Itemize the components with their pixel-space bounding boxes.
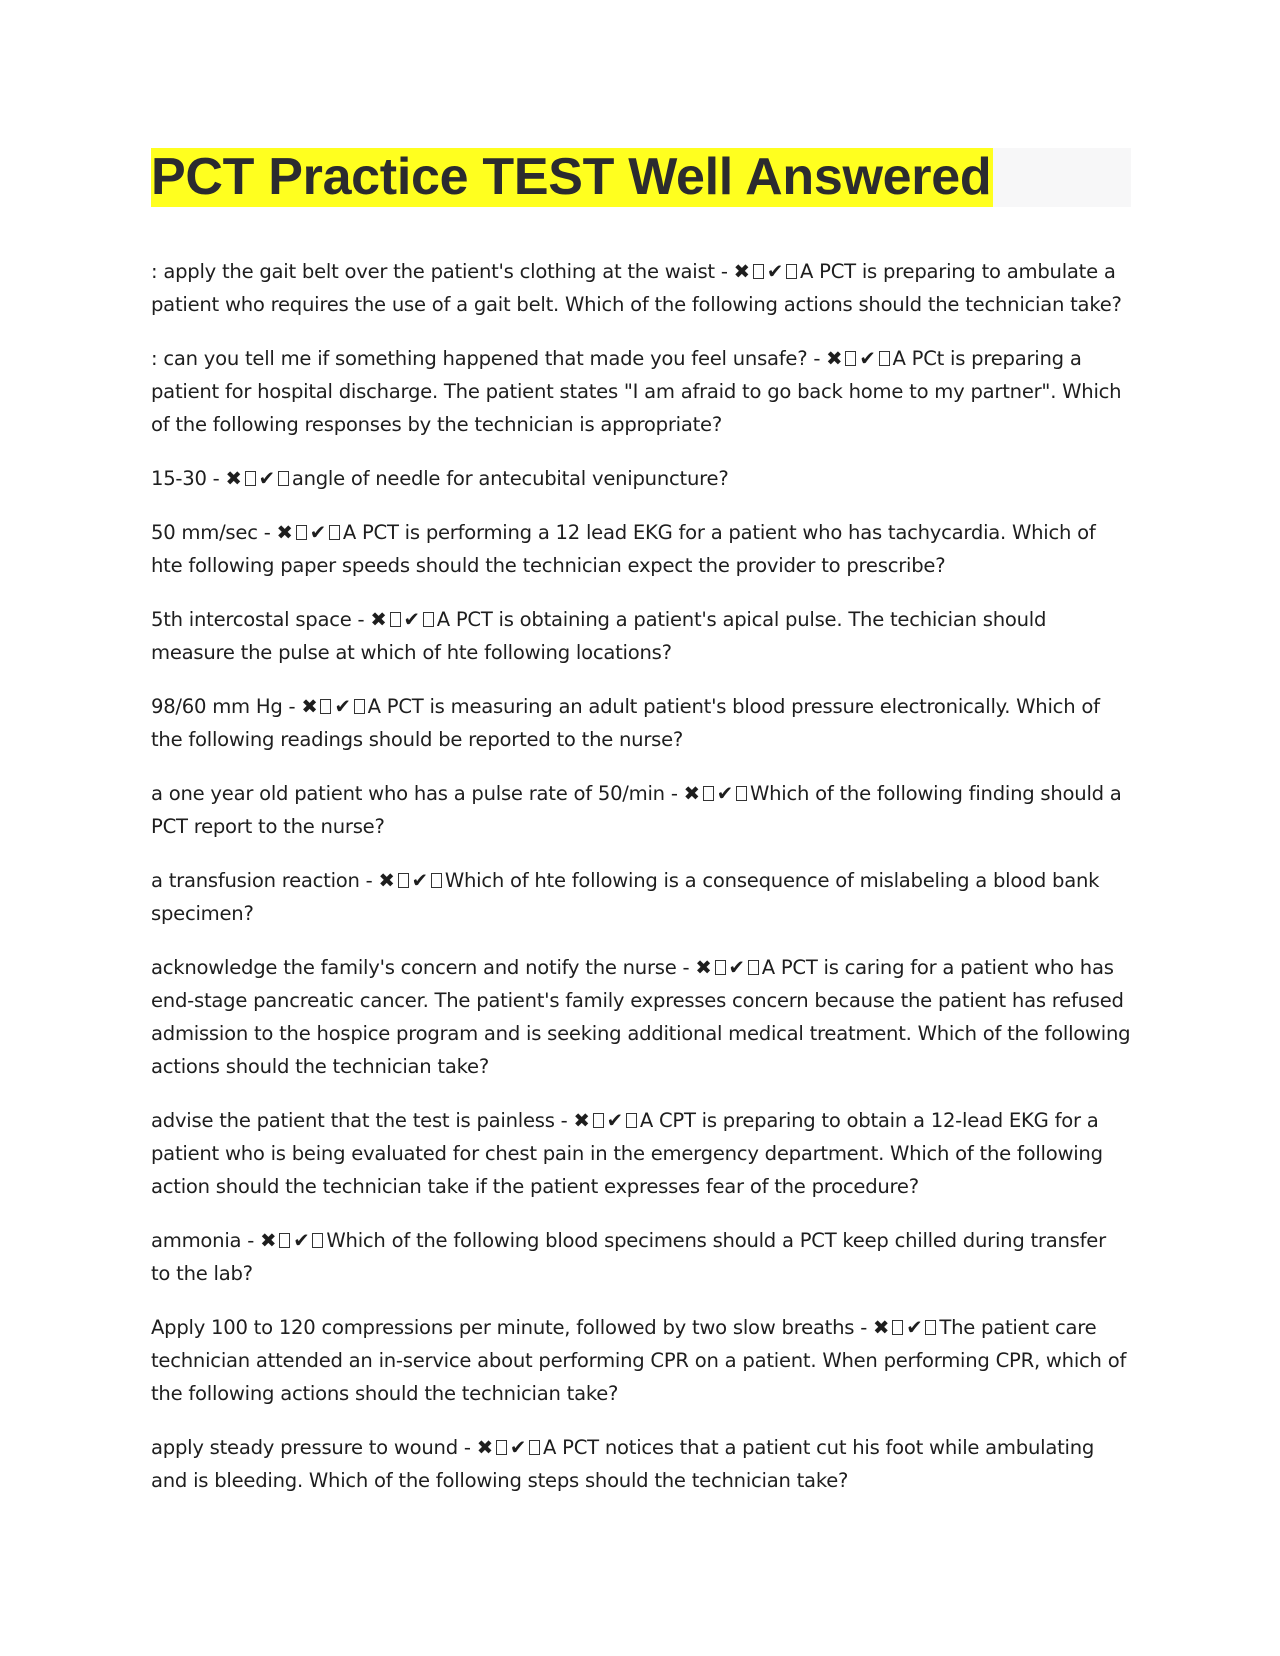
cross-mark-icon: ✖ xyxy=(225,467,242,490)
missing-glyph-box-icon xyxy=(279,1233,290,1248)
missing-glyph-box-icon xyxy=(398,873,409,888)
cross-mark-icon: ✖ xyxy=(370,608,387,631)
question-text: A CPT is preparing to obtain a 12-lead EKG for a patient who is being evaluated for chest pain in the emergency department. Which of the following action should the technician take if the patient expresses fear of the procedure? xyxy=(151,1109,1103,1198)
check-mark-icon: ✔ xyxy=(258,467,275,490)
missing-glyph-box-icon xyxy=(431,873,442,888)
missing-glyph-box-icon xyxy=(496,1440,507,1455)
check-mark-icon: ✔ xyxy=(403,608,420,631)
missing-glyph-box-icon xyxy=(786,264,797,279)
missing-glyph-box-icon xyxy=(626,1113,637,1128)
document-title: PCT Practice TEST Well Answered xyxy=(151,148,992,206)
answer-text: advise the patient that the test is painless - xyxy=(151,1109,568,1132)
missing-glyph-box-icon xyxy=(245,471,256,486)
check-mark-icon: ✔ xyxy=(766,260,783,283)
missing-glyph-box-icon xyxy=(296,525,307,540)
qa-item xyxy=(151,690,1131,756)
answer-text: acknowledge the family's concern and notify the nurse - xyxy=(151,956,690,979)
missing-glyph-box-icon xyxy=(925,1320,936,1335)
check-mark-icon: ✔ xyxy=(509,1436,527,1459)
cross-mark-icon: ✖ xyxy=(378,869,395,892)
cross-mark-icon: ✖ xyxy=(301,695,318,718)
answer-text: Apply 100 to 120 compressions per minute, followed by two slow breaths - xyxy=(151,1316,868,1339)
cross-mark-icon: ✖ xyxy=(826,347,843,370)
missing-glyph-box-icon xyxy=(748,960,759,975)
check-mark-icon: ✔ xyxy=(411,869,428,892)
missing-glyph-box-icon xyxy=(354,699,365,714)
missing-glyph-box-icon xyxy=(593,1113,604,1128)
answer-text: ammonia - xyxy=(151,1229,255,1252)
qa-item xyxy=(151,255,1131,321)
answer-text: 15-30 - xyxy=(151,467,220,490)
qa-item xyxy=(151,603,1131,669)
qa-list xyxy=(151,255,1131,1497)
qa-item xyxy=(151,1104,1131,1203)
qa-item xyxy=(151,951,1131,1083)
answer-text: : apply the gait belt over the patient's clothing at the waist - xyxy=(151,260,728,283)
document-page xyxy=(151,148,1131,1518)
check-mark-icon: ✔ xyxy=(859,347,876,370)
answer-text: : can you tell me if something happened that made you feel unsafe? - xyxy=(151,347,821,370)
check-mark-icon: ✔ xyxy=(728,956,745,979)
question-text: angle of needle for antecubital venipuncture? xyxy=(291,467,729,490)
qa-item xyxy=(151,864,1131,930)
missing-glyph-box-icon xyxy=(423,612,434,627)
qa-item xyxy=(151,342,1131,441)
question-text: Which of the following finding should a PCT report to the nurse? xyxy=(151,782,1122,838)
check-mark-icon: ✔ xyxy=(716,782,733,805)
question-text: A PCT notices that a patient cut his foot while ambulating and is bleeding. Which of the following steps should the technician take? xyxy=(151,1436,1095,1492)
cross-mark-icon: ✖ xyxy=(695,956,712,979)
missing-glyph-box-icon xyxy=(390,612,401,627)
answer-text: 50 mm/sec - xyxy=(151,521,271,544)
missing-glyph-box-icon xyxy=(329,525,340,540)
qa-item xyxy=(151,1224,1131,1290)
question-text: A PCT is obtaining a patient's apical pulse. The techician should measure the pulse at which of hte following locations? xyxy=(151,608,1047,664)
answer-text: a transfusion reaction - xyxy=(151,869,373,892)
missing-glyph-box-icon xyxy=(320,699,331,714)
missing-glyph-box-icon xyxy=(529,1440,540,1455)
missing-glyph-box-icon xyxy=(892,1320,903,1335)
answer-text: apply steady pressure to wound - xyxy=(151,1436,471,1459)
qa-item xyxy=(151,462,1131,495)
cross-mark-icon: ✖ xyxy=(873,1316,890,1339)
title-banner xyxy=(151,148,1131,207)
missing-glyph-box-icon xyxy=(312,1233,323,1248)
missing-glyph-box-icon xyxy=(703,786,714,801)
answer-text: a one year old patient who has a pulse rate of 50/min - xyxy=(151,782,678,805)
cross-mark-icon: ✖ xyxy=(476,1436,493,1459)
missing-glyph-box-icon xyxy=(879,351,890,366)
qa-item xyxy=(151,777,1131,843)
answer-text: 5th intercostal space - xyxy=(151,608,365,631)
check-mark-icon: ✔ xyxy=(293,1229,310,1252)
qa-item xyxy=(151,516,1131,582)
question-text: A PCT is preparing to ambulate a patient who requires the use of a gait belt. Which of the following actions should the technician take? xyxy=(151,260,1122,316)
missing-glyph-box-icon xyxy=(753,264,764,279)
question-text: A PCT is performing a 12 lead EKG for a patient who has tachycardia. Which of hte following paper speeds should the technician expect the provider to prescribe? xyxy=(151,521,1096,577)
qa-item xyxy=(151,1311,1131,1410)
cross-mark-icon: ✖ xyxy=(733,260,750,283)
question-text: Which of the following blood specimens should a PCT keep chilled during transfer to the lab? xyxy=(151,1229,1106,1285)
cross-mark-icon: ✖ xyxy=(276,521,293,544)
check-mark-icon: ✔ xyxy=(309,521,326,544)
cross-mark-icon: ✖ xyxy=(683,782,700,805)
cross-mark-icon: ✖ xyxy=(573,1109,590,1132)
missing-glyph-box-icon xyxy=(845,351,856,366)
question-text: Which of hte following is a consequence of mislabeling a blood bank specimen? xyxy=(151,869,1100,925)
missing-glyph-box-icon xyxy=(736,786,747,801)
check-mark-icon: ✔ xyxy=(606,1109,623,1132)
missing-glyph-box-icon xyxy=(278,471,289,486)
qa-item xyxy=(151,1431,1131,1497)
cross-mark-icon: ✖ xyxy=(260,1229,277,1252)
answer-text: 98/60 mm Hg - xyxy=(151,695,296,718)
missing-glyph-box-icon xyxy=(715,960,726,975)
question-text: A PCT is measuring an adult patient's blood pressure electronically. Which of the following readings should be reported to the nurse? xyxy=(151,695,1100,751)
question-text: A PCt is preparing a patient for hospital discharge. The patient states "I am afraid to go back home to my partner". Which of the following responses by the technician is appropriate? xyxy=(151,347,1122,436)
question-text: The patient care technician attended an in-service about performing CPR on a patient. When performing CPR, which of the following actions should the technician take? xyxy=(151,1316,1127,1405)
question-text: A PCT is caring for a patient who has end-stage pancreatic cancer. The patient's family expresses concern because the patient has refused admission to the hospice program and is seeking additional medical treatment. Which of the following actions should the technician take? xyxy=(151,956,1131,1078)
check-mark-icon: ✔ xyxy=(334,695,351,718)
check-mark-icon: ✔ xyxy=(906,1316,923,1339)
